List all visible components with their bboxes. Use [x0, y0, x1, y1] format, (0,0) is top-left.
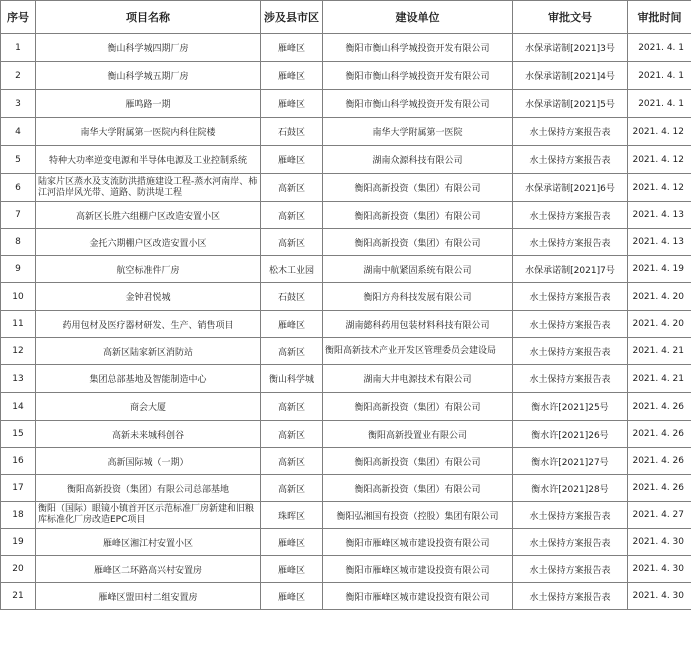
- cell-district: 高新区: [261, 421, 323, 448]
- cell-district: 珠晖区: [261, 502, 323, 529]
- table-row: [1, 283, 691, 311]
- cell-project-name: 衡阳（国际）眼镜小镇首开区示范标准厂房新建和旧粮库标准化厂房改造EPC项目: [36, 502, 261, 529]
- table-row: [1, 529, 691, 556]
- table-row: [1, 229, 691, 256]
- cell-construction-unit: 衡阳方舟科技发展有限公司: [323, 283, 513, 311]
- cell-no: 5: [1, 146, 36, 174]
- header-approval-doc: 审批文号: [513, 1, 628, 34]
- cell-project-name: 金钟君悦城: [36, 283, 261, 311]
- cell-approval-doc: 衡水许[2021]26号: [513, 421, 628, 448]
- header-row: [1, 1, 691, 34]
- cell-no: 8: [1, 229, 36, 256]
- cell-no: 18: [1, 502, 36, 529]
- cell-construction-unit: 衡阳高新投资（集团）有限公司: [323, 448, 513, 475]
- table-row: [1, 90, 691, 118]
- cell-project-name: 衡山科学城五期厂房: [36, 62, 261, 90]
- table-row: [1, 393, 691, 421]
- table-row: [1, 338, 691, 365]
- cell-approval-date: 2021. 4. 26: [628, 421, 691, 448]
- table-row: [1, 365, 691, 393]
- cell-project-name: 高新区长胜六组棚户区改造安置小区: [36, 202, 261, 229]
- cell-approval-date: 2021. 4. 1: [628, 62, 691, 90]
- cell-project-name: 衡山科学城四期厂房: [36, 34, 261, 62]
- table-body: [1, 34, 691, 610]
- cell-approval-doc: 水保承诺制[2021]5号: [513, 90, 628, 118]
- header-district: 涉及县市区: [261, 1, 323, 34]
- cell-construction-unit: 衡阳高新投资（集团）有限公司: [323, 202, 513, 229]
- cell-approval-doc: 水保承诺制[2021]7号: [513, 256, 628, 283]
- table-row: [1, 62, 691, 90]
- cell-construction-unit: 湖南中航紧固系统有限公司: [323, 256, 513, 283]
- cell-district: 高新区: [261, 393, 323, 421]
- cell-approval-date: 2021. 4. 12: [628, 146, 691, 174]
- table-row: [1, 421, 691, 448]
- cell-approval-date: 2021. 4. 21: [628, 338, 691, 365]
- cell-no: 7: [1, 202, 36, 229]
- cell-district: 松木工业园: [261, 256, 323, 283]
- cell-project-name: 高新未来城科创谷: [36, 421, 261, 448]
- cell-approval-date: 2021. 4. 26: [628, 448, 691, 475]
- cell-approval-doc: 衡水许[2021]25号: [513, 393, 628, 421]
- cell-approval-date: 2021. 4. 13: [628, 229, 691, 256]
- table-row: [1, 475, 691, 502]
- cell-district: 石鼓区: [261, 118, 323, 146]
- cell-district: 高新区: [261, 475, 323, 502]
- cell-no: 12: [1, 338, 36, 365]
- table-row: [1, 256, 691, 283]
- cell-construction-unit: 衡阳市雁峰区城市建设投资有限公司: [323, 529, 513, 556]
- cell-project-name: 陆家片区蒸水及支流防洪措施建设工程-蒸水河南岸、柿江河沿岸风光带、道路、防洪堤工程: [36, 174, 261, 202]
- cell-approval-date: 2021. 4. 19: [628, 256, 691, 283]
- cell-construction-unit: 南华大学附属第一医院: [323, 118, 513, 146]
- cell-no: 11: [1, 311, 36, 338]
- cell-no: 15: [1, 421, 36, 448]
- cell-district: 高新区: [261, 229, 323, 256]
- cell-project-name: 药用包材及医疗器材研发、生产、销售项目: [36, 311, 261, 338]
- cell-construction-unit: 衡阳市衡山科学城投资开发有限公司: [323, 34, 513, 62]
- cell-approval-doc: 水土保持方案报告表: [513, 311, 628, 338]
- cell-approval-doc: 水土保持方案报告表: [513, 118, 628, 146]
- cell-construction-unit: 衡阳高新投资（集团）有限公司: [323, 393, 513, 421]
- cell-project-name: 金托六期棚户区改造安置小区: [36, 229, 261, 256]
- cell-project-name: 衡阳高新投资（集团）有限公司总部基地: [36, 475, 261, 502]
- table-row: [1, 202, 691, 229]
- cell-approval-doc: 水土保持方案报告表: [513, 583, 628, 610]
- cell-district: 衡山科学城: [261, 365, 323, 393]
- table-row: [1, 174, 691, 202]
- cell-approval-date: 2021. 4. 12: [628, 118, 691, 146]
- cell-district: 高新区: [261, 202, 323, 229]
- cell-approval-doc: 水土保持方案报告表: [513, 283, 628, 311]
- cell-approval-date: 2021. 4. 30: [628, 583, 691, 610]
- cell-approval-date: 2021. 4. 26: [628, 393, 691, 421]
- cell-approval-doc: 水土保持方案报告表: [513, 229, 628, 256]
- cell-district: 雁峰区: [261, 146, 323, 174]
- cell-project-name: 雁峰区湘江村安置小区: [36, 529, 261, 556]
- table-row: [1, 583, 691, 610]
- cell-district: 雁峰区: [261, 90, 323, 118]
- cell-no: 16: [1, 448, 36, 475]
- cell-construction-unit: 湖南懿科药用包装材料科技有限公司: [323, 311, 513, 338]
- cell-approval-doc: 水土保持方案报告表: [513, 556, 628, 583]
- cell-no: 2: [1, 62, 36, 90]
- cell-approval-doc: 水土保持方案报告表: [513, 202, 628, 229]
- cell-approval-doc: 水土保持方案报告表: [513, 529, 628, 556]
- cell-no: 13: [1, 365, 36, 393]
- cell-approval-date: 2021. 4. 27: [628, 502, 691, 529]
- cell-no: 4: [1, 118, 36, 146]
- cell-construction-unit: 衡阳高新技术产业开发区管理委员会建设局: [323, 338, 513, 365]
- cell-approval-date: 2021. 4. 1: [628, 34, 691, 62]
- cell-approval-doc: 水保承诺制[2021]3号: [513, 34, 628, 62]
- cell-approval-doc: 水土保持方案报告表: [513, 365, 628, 393]
- cell-approval-doc: 水土保持方案报告表: [513, 338, 628, 365]
- table-row: [1, 448, 691, 475]
- cell-district: 高新区: [261, 448, 323, 475]
- cell-district: 雁峰区: [261, 529, 323, 556]
- cell-construction-unit: 衡阳市雁峰区城市建设投资有限公司: [323, 556, 513, 583]
- cell-no: 14: [1, 393, 36, 421]
- table-row: [1, 556, 691, 583]
- cell-construction-unit: 湖南众源科技有限公司: [323, 146, 513, 174]
- cell-no: 6: [1, 174, 36, 202]
- cell-approval-date: 2021. 4. 30: [628, 529, 691, 556]
- cell-project-name: 雁鸣路一期: [36, 90, 261, 118]
- cell-district: 高新区: [261, 338, 323, 365]
- table-row: [1, 146, 691, 174]
- cell-district: 高新区: [261, 174, 323, 202]
- cell-approval-date: 2021. 4. 20: [628, 283, 691, 311]
- cell-approval-doc: 水保承诺制[2021]6号: [513, 174, 628, 202]
- cell-project-name: 南华大学附属第一医院内科住院楼: [36, 118, 261, 146]
- cell-project-name: 雁峰区二环路高兴村安置房: [36, 556, 261, 583]
- cell-district: 雁峰区: [261, 556, 323, 583]
- cell-no: 1: [1, 34, 36, 62]
- header-approval-date: 审批时间: [628, 1, 691, 34]
- header-project-name: 项目名称: [36, 1, 261, 34]
- cell-approval-doc: 水保承诺制[2021]4号: [513, 62, 628, 90]
- cell-approval-doc: 水土保持方案报告表: [513, 146, 628, 174]
- cell-project-name: 航空标准件厂房: [36, 256, 261, 283]
- header-construction-unit: 建设单位: [323, 1, 513, 34]
- cell-approval-date: 2021. 4. 26: [628, 475, 691, 502]
- table-row: [1, 34, 691, 62]
- cell-no: 10: [1, 283, 36, 311]
- cell-approval-doc: 衡水许[2021]27号: [513, 448, 628, 475]
- cell-construction-unit: 湖南大井电源技术有限公司: [323, 365, 513, 393]
- cell-construction-unit: 衡阳弘湘国有投资（控股）集团有限公司: [323, 502, 513, 529]
- cell-no: 17: [1, 475, 36, 502]
- cell-project-name: 雁峰区盟田村二组安置房: [36, 583, 261, 610]
- cell-approval-doc: 水土保持方案报告表: [513, 502, 628, 529]
- cell-project-name: 商会大厦: [36, 393, 261, 421]
- table-row: [1, 311, 691, 338]
- cell-no: 19: [1, 529, 36, 556]
- cell-construction-unit: 衡阳高新投资（集团）有限公司: [323, 174, 513, 202]
- cell-no: 9: [1, 256, 36, 283]
- cell-district: 雁峰区: [261, 34, 323, 62]
- table-row: [1, 118, 691, 146]
- cell-no: 3: [1, 90, 36, 118]
- cell-project-name: 高新区陆家新区消防站: [36, 338, 261, 365]
- cell-construction-unit: 衡阳高新投置业有限公司: [323, 421, 513, 448]
- cell-district: 雁峰区: [261, 311, 323, 338]
- header-no: 序号: [1, 1, 36, 34]
- cell-project-name: 高新国际城（一期）: [36, 448, 261, 475]
- cell-approval-date: 2021. 4. 1: [628, 90, 691, 118]
- table-row: [1, 502, 691, 529]
- cell-approval-date: 2021. 4. 21: [628, 365, 691, 393]
- cell-approval-date: 2021. 4. 30: [628, 556, 691, 583]
- cell-approval-date: 2021. 4. 12: [628, 174, 691, 202]
- cell-construction-unit: 衡阳市雁峰区城市建设投资有限公司: [323, 583, 513, 610]
- cell-construction-unit: 衡阳市衡山科学城投资开发有限公司: [323, 90, 513, 118]
- cell-construction-unit: 衡阳高新投资（集团）有限公司: [323, 475, 513, 502]
- cell-no: 21: [1, 583, 36, 610]
- cell-project-name: 特种大功率逆变电源和半导体电源及工业控制系统: [36, 146, 261, 174]
- cell-project-name: 集团总部基地及智能制造中心: [36, 365, 261, 393]
- cell-district: 雁峰区: [261, 62, 323, 90]
- cell-district: 雁峰区: [261, 583, 323, 610]
- cell-district: 石鼓区: [261, 283, 323, 311]
- cell-approval-date: 2021. 4. 20: [628, 311, 691, 338]
- cell-approval-date: 2021. 4. 13: [628, 202, 691, 229]
- cell-construction-unit: 衡阳市衡山科学城投资开发有限公司: [323, 62, 513, 90]
- cell-no: 20: [1, 556, 36, 583]
- cell-construction-unit: 衡阳高新投资（集团）有限公司: [323, 229, 513, 256]
- cell-approval-doc: 衡水许[2021]28号: [513, 475, 628, 502]
